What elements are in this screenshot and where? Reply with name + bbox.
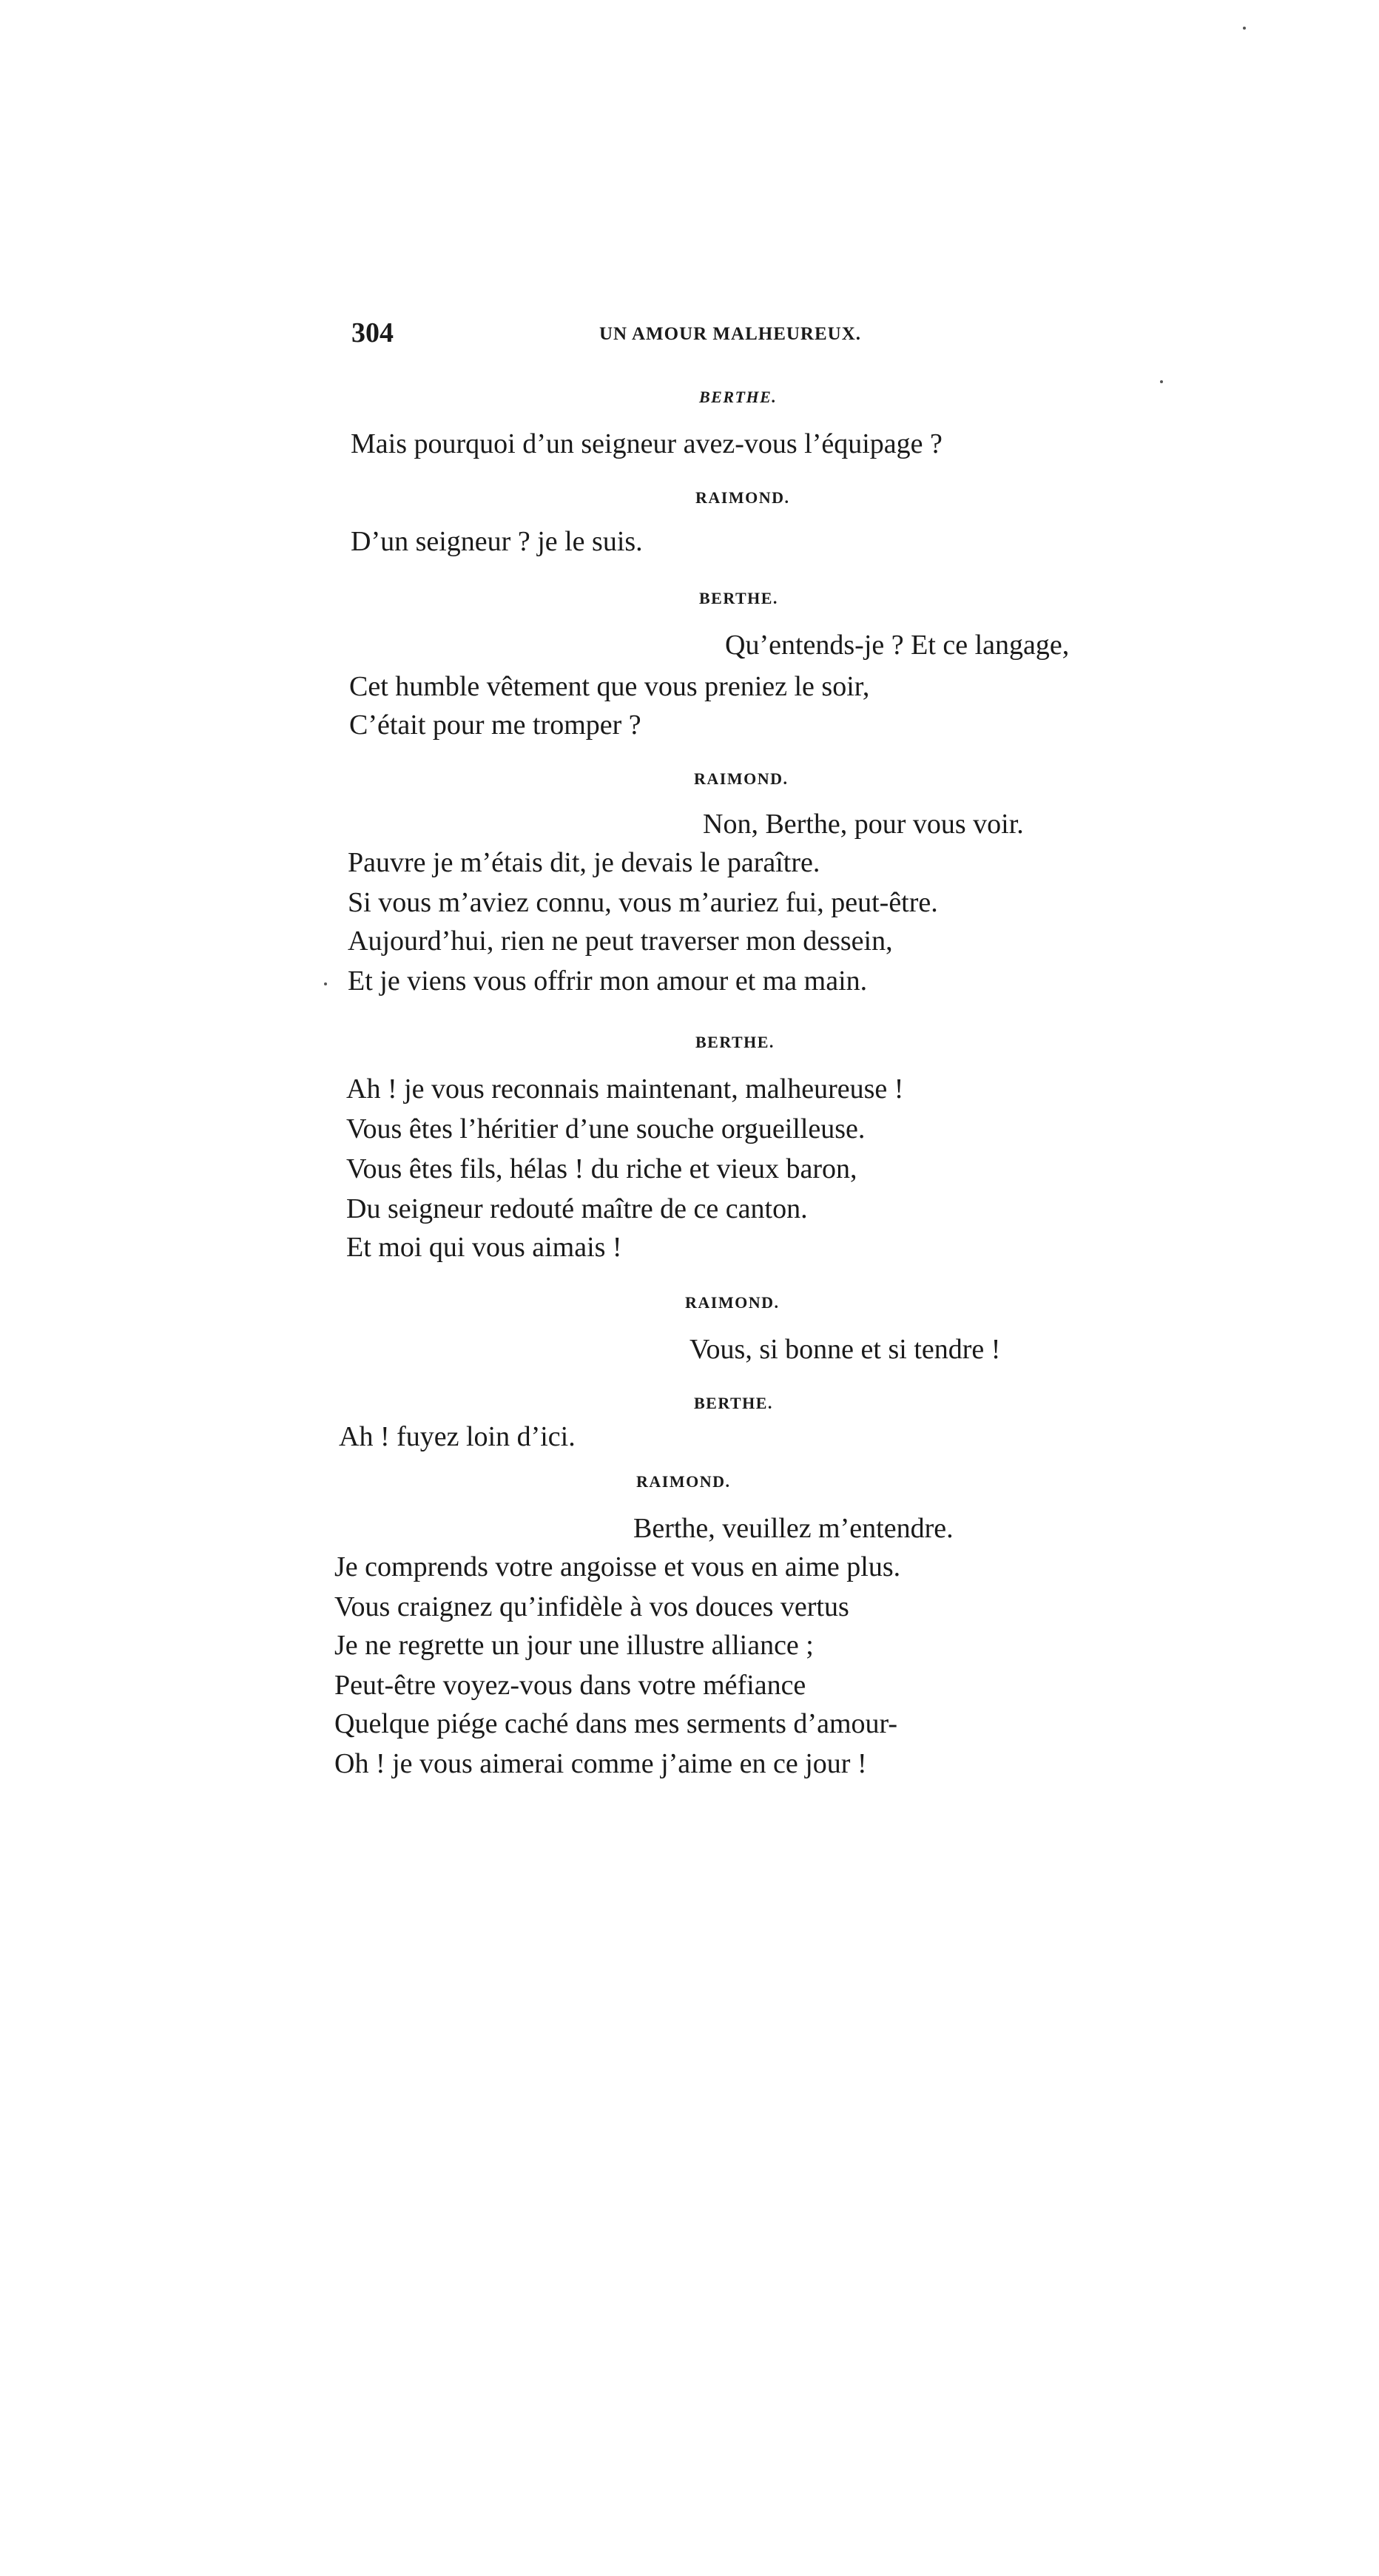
verse-line: Et moi qui vous aimais ! xyxy=(346,1232,622,1263)
verse-line: Non, Berthe, pour vous voir. xyxy=(703,809,1024,840)
verse-line: Quelque piége caché dans mes serments d’amour- xyxy=(334,1708,898,1739)
verse-line: Cet humble vêtement que vous preniez le soir, xyxy=(349,671,870,702)
verse-line: Et je viens vous offrir mon amour et ma main. xyxy=(348,965,868,997)
verse-line: Oh ! je vous aimerai comme j’aime en ce jour ! xyxy=(334,1748,867,1779)
verse-line: Je ne regrette un jour une illustre alliance ; xyxy=(334,1630,814,1661)
speaker-label: BERTHE. xyxy=(699,388,778,406)
scan-speck xyxy=(1243,27,1246,30)
verse-line: Vous êtes l’héritier d’une souche orgueilleuse. xyxy=(346,1113,866,1144)
verse-line: C’était pour me tromper ? xyxy=(349,709,641,741)
speaker-label: BERTHE. xyxy=(694,1394,773,1412)
page-number: 304 xyxy=(351,317,394,348)
speaker-label: RAIMOND. xyxy=(636,1472,731,1491)
verse-line: Berthe, veuillez m’entendre. xyxy=(633,1513,954,1544)
speaker-label: BERTHE. xyxy=(699,589,778,607)
running-title: UN AMOUR MALHEUREUX. xyxy=(599,324,862,344)
verse-line: Ah ! je vous reconnais maintenant, malheureuse ! xyxy=(346,1073,904,1105)
verse-line: Aujourd’hui, rien ne peut traverser mon dessein, xyxy=(348,925,893,957)
speaker-label: BERTHE. xyxy=(695,1033,775,1051)
verse-line: Peut-être voyez-vous dans votre méfiance xyxy=(334,1670,806,1701)
verse-line: D’un seigneur ? je le suis. xyxy=(351,526,643,557)
verse-line: Vous craignez qu’infidèle à vos douces vertus xyxy=(334,1591,849,1622)
verse-line: Du seigneur redouté maître de ce canton. xyxy=(346,1193,808,1224)
page-header xyxy=(348,317,925,354)
verse-line: Vous êtes fils, hélas ! du riche et vieux baron, xyxy=(346,1153,857,1184)
speaker-label: RAIMOND. xyxy=(695,488,790,507)
verse-line: Ah ! fuyez loin d’ici. xyxy=(339,1421,576,1452)
verse-line: Je comprends votre angoisse et vous en aime plus. xyxy=(334,1551,901,1582)
scan-speck xyxy=(324,982,327,985)
verse-line: Vous, si bonne et si tendre ! xyxy=(690,1334,1001,1365)
speaker-label: RAIMOND. xyxy=(694,769,789,788)
verse-line: Pauvre je m’étais dit, je devais le paraître. xyxy=(348,847,820,878)
scan-speck xyxy=(1160,380,1163,383)
verse-line: Mais pourquoi d’un seigneur avez-vous l’équipage ? xyxy=(351,428,943,459)
verse-line: Si vous m’aviez connu, vous m’auriez fui, peut-être. xyxy=(348,887,938,918)
speaker-label: RAIMOND. xyxy=(685,1293,780,1312)
verse-line: Qu’entends-je ? Et ce langage, xyxy=(725,630,1070,661)
